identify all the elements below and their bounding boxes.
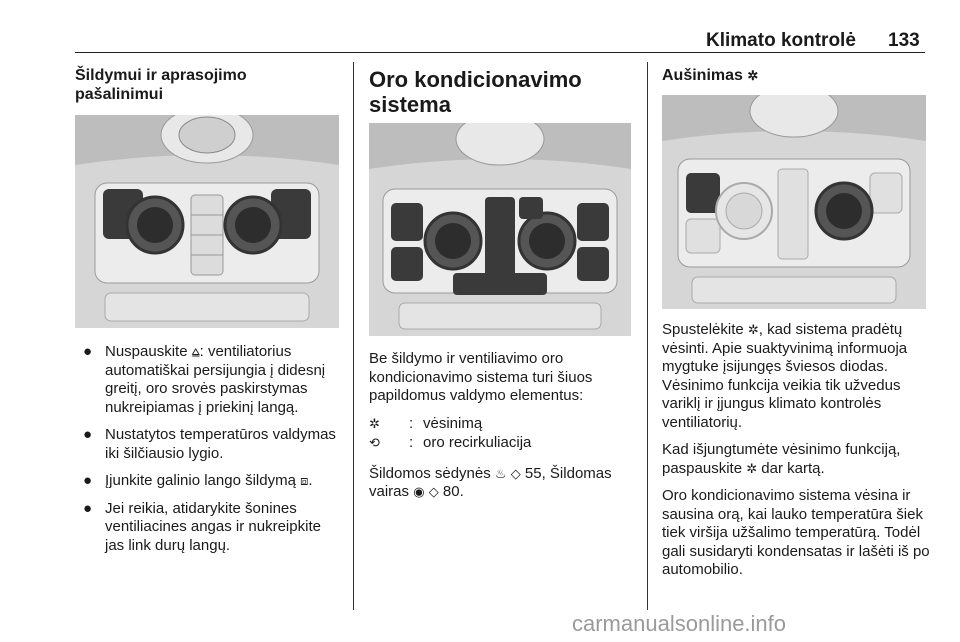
middle-section-heading: Oro kondicionavimo sistema bbox=[369, 67, 582, 117]
climate-panel-figure-left bbox=[75, 115, 339, 328]
left-section-heading: Šildymui ir aprasojimo pašalinimui bbox=[75, 67, 247, 103]
right-section-heading: Aušinimas ✲ bbox=[662, 67, 759, 84]
middle-intro-paragraph: Be šildymo ir ventiliavimo oro kondicionavimo sistema turi šiuos papildomus valdymo elementus: bbox=[369, 350, 593, 404]
header-rule bbox=[75, 52, 925, 53]
middle-body-text bbox=[369, 350, 641, 511]
legend-row-cooling: ✲ : vėsinimą bbox=[369, 414, 483, 432]
climate-panel-figure-right bbox=[662, 95, 926, 309]
page-reference-icon: ◇ bbox=[428, 484, 439, 499]
legend-row-recirculation: ⟲ : oro recirkuliacija bbox=[369, 433, 532, 451]
rear-window-heating-icon: ⧈ bbox=[300, 473, 309, 488]
climate-panel-figure-middle bbox=[369, 123, 631, 336]
column-separator-left bbox=[353, 62, 354, 610]
page-reference-icon: ◇ bbox=[510, 465, 521, 481]
snowflake-icon: ✲ bbox=[746, 460, 758, 476]
bullet-item: ● Jei reikia, atidarykite šonines ventiliacines angas ir nukreipkite jas link durų langų. bbox=[83, 499, 321, 554]
bullet-item: ● Nuspauskite ⩠: ventiliatorius automatiškai persijungia į didesnį greitį, oro srovės paskirstymas nukreipiamas į priekinį langą. bbox=[83, 343, 326, 416]
page-link-80[interactable]: 80 bbox=[442, 483, 460, 500]
page-link-55[interactable]: 55 bbox=[524, 464, 542, 482]
snowflake-icon: ✲ bbox=[747, 322, 759, 337]
snowflake-icon: ✲ bbox=[747, 68, 759, 83]
watermark: carmanualsonline.info bbox=[572, 611, 787, 636]
left-bullet-list bbox=[75, 343, 343, 564]
bullet-item: ● Įjunkite galinio lango šildymą ⧈. bbox=[83, 472, 313, 489]
middle-cross-reference-paragraph: Šildomos sėdynės ♨ ◇ 55, Šildomas vairas ◉ ◇ 80. bbox=[369, 464, 612, 500]
right-body-text bbox=[662, 321, 930, 589]
right-paragraph-1: Spustelėkite ✲, kad sistema pradėtų vėsinti. Apie suaktyvinimą informuoja mygtuke įsijungęs šviesos diodas. Vėsinimo funkcija veikia tik užvedus variklį ir įjungus klimato kontrolės ventiliatorių. bbox=[662, 321, 908, 431]
heated-seat-icon: ♨ bbox=[494, 465, 507, 481]
column-separator-right bbox=[647, 62, 648, 610]
bullet-item: ● Nustatytos temperatūros valdymas iki šilčiausio lygio. bbox=[83, 426, 336, 462]
recirculation-icon: ⟲ bbox=[369, 434, 380, 450]
right-paragraph-3: Oro kondicionavimo sistema vėsina ir sausina orą, kai lauko temperatūra šiek tiek viršija užšalimo temperatūrą. Todėl gali susidaryti kondensatas ir lašėti iš po automobilio. bbox=[662, 487, 930, 578]
snowflake-icon: ✲ bbox=[369, 415, 380, 431]
page-number: 133 bbox=[888, 30, 920, 51]
running-header-title: Klimato kontrolė bbox=[706, 30, 856, 51]
defrost-windscreen-icon: ⩠ bbox=[191, 344, 200, 359]
heated-steering-wheel-icon: ◉ bbox=[413, 484, 425, 499]
right-paragraph-2: Kad išjungtumėte vėsinimo funkciją, paspauskite ✲ dar kartą. bbox=[662, 441, 901, 477]
